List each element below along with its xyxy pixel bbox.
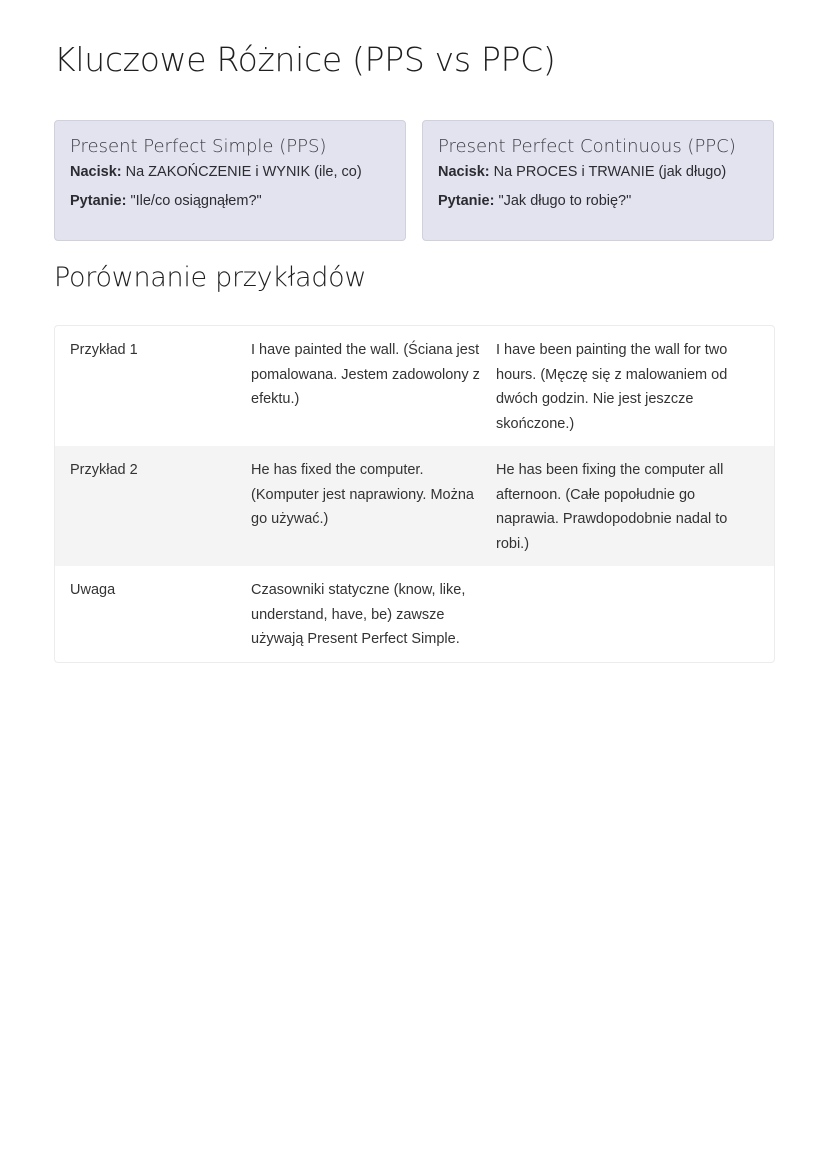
- tense-cards: [54, 120, 775, 241]
- card-question-text: "Ile/co osiągnąłem?": [126, 193, 262, 209]
- card-emphasis-label: Nacisk:: [438, 164, 490, 180]
- row-ppc-example: I have been painting the wall for two hours. (Męczę się z malowaniem od dwóch godzin. Nie jest jeszcze skończone.): [496, 342, 728, 432]
- card-emphasis: [438, 164, 758, 180]
- table-row: [55, 566, 774, 662]
- card-title: Present Perfect Simple (PPS): [70, 136, 327, 157]
- row-label: Przykład 1: [70, 342, 138, 358]
- page-title: Kluczowe Różnice (PPS vs PPC): [54, 40, 556, 79]
- comparison-table: [54, 325, 775, 663]
- card-title: Present Perfect Continuous (PPC): [438, 136, 736, 157]
- row-pps-example: I have painted the wall. (Ściana jest pomalowana. Jestem zadowolony z efektu.): [251, 342, 480, 407]
- card-question: [70, 193, 390, 209]
- card-emphasis: [70, 164, 390, 180]
- row-label: Uwaga: [70, 582, 116, 598]
- card-question-label: Pytanie:: [70, 193, 127, 209]
- row-pps-example: He has fixed the computer. (Komputer jest naprawiony. Można go używać.): [251, 462, 474, 527]
- card-emphasis-text: Na ZAKOŃCZENIE i WYNIK (ile, co): [121, 164, 362, 180]
- card-ppc: [422, 120, 774, 241]
- table-row: [55, 326, 774, 446]
- comparison-heading: Porównanie przykładów: [54, 262, 367, 293]
- card-emphasis-text: Na PROCES i TRWANIE (jak długo): [489, 164, 727, 180]
- row-pps-example: Czasowniki statyczne (know, like, understand, have, be) zawsze używają Present Perfect Simple.: [251, 582, 466, 647]
- row-ppc-example: He has been fixing the computer all afternoon. (Całe popołudnie go naprawia. Prawdopodobnie nadal to robi.): [496, 462, 728, 552]
- card-question-text: "Jak długo to robię?": [494, 193, 632, 209]
- card-question: [438, 193, 758, 209]
- row-label: Przykład 2: [70, 462, 138, 478]
- card-pps: [54, 120, 406, 241]
- table-row: [55, 446, 774, 566]
- card-question-label: Pytanie:: [438, 193, 495, 209]
- row-ppc-example: [496, 578, 744, 652]
- card-emphasis-label: Nacisk:: [70, 164, 122, 180]
